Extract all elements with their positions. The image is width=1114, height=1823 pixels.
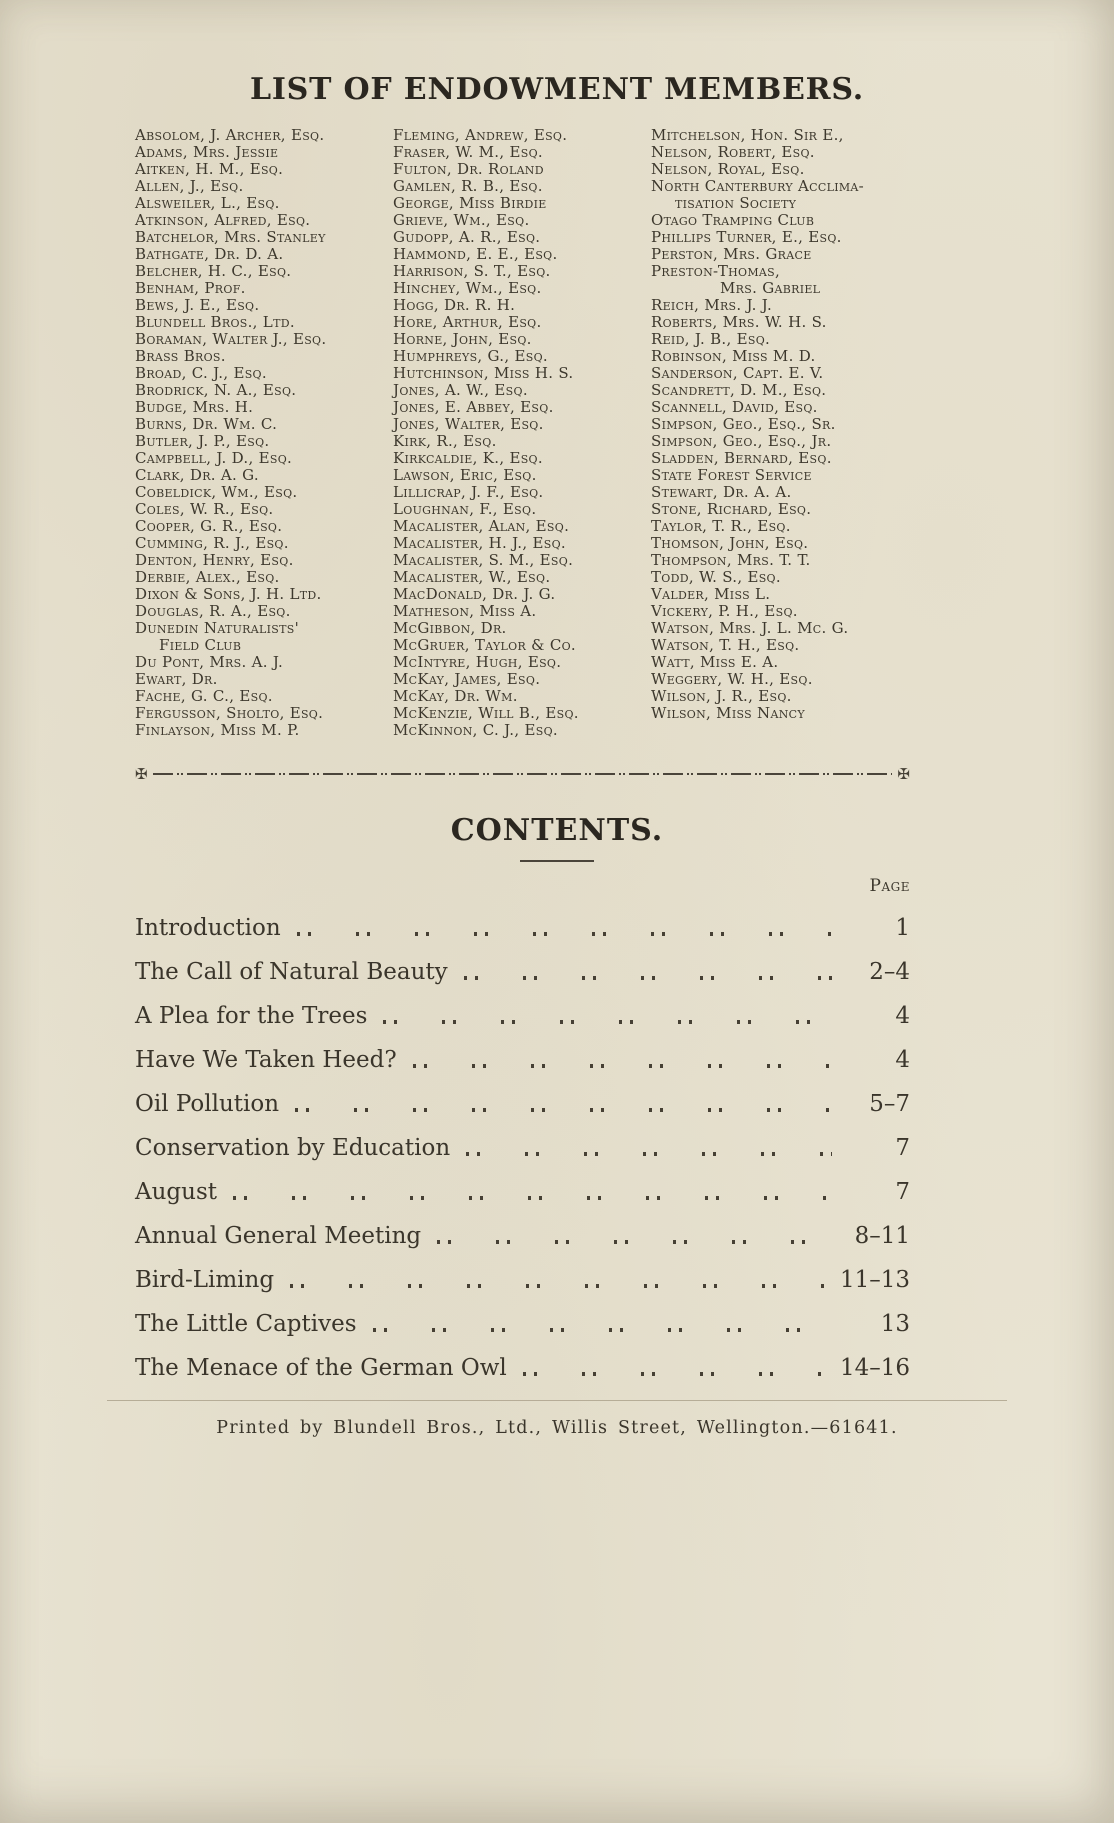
- contents-entry-title: Introduction: [135, 915, 281, 941]
- member-name: Lawson, Eric, Esq.: [393, 466, 537, 484]
- member-name: Macalister, S. M., Esq.: [393, 551, 574, 569]
- contents-entry-title: The Little Captives: [135, 1311, 357, 1337]
- contents-entry-page: 2–4: [869, 959, 910, 985]
- page-column-label: Page: [869, 876, 910, 896]
- contents-entry-page: 14–16: [839, 1355, 910, 1381]
- member-name: Broad, C. J., Esq.: [135, 364, 267, 382]
- maltese-cross-icon: ✠: [897, 765, 910, 783]
- member-name: Simpson, Geo., Esq., Jr.: [651, 432, 832, 450]
- contents-row: [135, 1004, 910, 1028]
- member-name: Fleming, Andrew, Esq.: [393, 126, 568, 144]
- member-name: Butler, J. P., Esq.: [135, 432, 270, 450]
- contents-entry-title: Oil Pollution: [135, 1091, 280, 1117]
- member-name: Absolom, J. Archer, Esq.: [135, 126, 325, 144]
- contents-heading-rule: [520, 860, 594, 862]
- member-name: McIntyre, Hugh, Esq.: [393, 653, 562, 671]
- member-name: Hutchinson, Miss H. S.: [393, 364, 574, 382]
- member-name: Phillips Turner, E., Esq.: [651, 228, 842, 246]
- member-name: Sanderson, Capt. E. V.: [651, 364, 824, 382]
- member-name: Atkinson, Alfred, Esq.: [135, 211, 311, 229]
- member-name: Bathgate, Dr. D. A.: [135, 245, 284, 263]
- dot-leader: [297, 932, 832, 936]
- member-name: Mitchelson, Hon. Sir E.,: [651, 126, 844, 144]
- contents-row: [135, 1092, 910, 1116]
- member-name: Boraman, Walter J., Esq.: [135, 330, 327, 348]
- member-name: tisation Society: [675, 194, 797, 212]
- member-name: Hogg, Dr. R. H.: [393, 296, 516, 314]
- member-name: McGibbon, Dr.: [393, 619, 507, 637]
- member-name: Denton, Henry, Esq.: [135, 551, 294, 569]
- contents-entry-page: 4: [895, 1003, 910, 1029]
- contents-heading: CONTENTS.: [450, 813, 664, 848]
- member-name: Fache, G. C., Esq.: [135, 687, 273, 705]
- member-name: Thompson, Mrs. T. T.: [651, 551, 811, 569]
- contents-entry-title: The Menace of the German Owl: [135, 1355, 507, 1381]
- member-name: Otago Tramping Club: [651, 211, 815, 229]
- member-name: Allen, J., Esq.: [135, 177, 244, 195]
- member-name: Blundell Bros., Ltd.: [135, 313, 295, 331]
- contents-row: [135, 916, 910, 940]
- contents-row: [135, 1180, 910, 1204]
- member-name: Fergusson, Sholto, Esq.: [135, 704, 324, 722]
- member-name: Stewart, Dr. A. A.: [651, 483, 792, 501]
- member-name: Matheson, Miss A.: [393, 602, 537, 620]
- contents-entry-page: 4: [895, 1047, 910, 1073]
- member-name: Dixon & Sons, J. H. Ltd.: [135, 585, 322, 603]
- member-name: McKay, James, Esq.: [393, 670, 541, 688]
- member-name: Jones, E. Abbey, Esq.: [393, 398, 554, 416]
- member-name: Macalister, Alan, Esq.: [393, 517, 570, 535]
- member-name: Sladden, Bernard, Esq.: [651, 449, 832, 467]
- member-name: Dunedin Naturalists': [135, 619, 299, 637]
- member-name: Grieve, Wm., Esq.: [393, 211, 530, 229]
- member-name: Gamlen, R. B., Esq.: [393, 177, 543, 195]
- member-name: Adams, Mrs. Jessie: [135, 143, 279, 161]
- contents-entry-title: August: [135, 1179, 218, 1205]
- member-column: [135, 127, 393, 739]
- member-column: [393, 127, 651, 739]
- member-name: Watson, Mrs. J. L. Mc. G.: [651, 619, 849, 637]
- member-name: Cobeldick, Wm., Esq.: [135, 483, 298, 501]
- footer-rule: [107, 1400, 1007, 1401]
- member-name: Cooper, G. R., Esq.: [135, 517, 283, 535]
- contents-row: [135, 1136, 910, 1160]
- member-name: Hammond, E. E., Esq.: [393, 245, 558, 263]
- member-name: Todd, W. S., Esq.: [651, 568, 781, 586]
- member-name: Loughnan, F., Esq.: [393, 500, 537, 518]
- contents-entry-title: The Call of Natural Beauty: [135, 959, 448, 985]
- contents-entry-title: Bird-Liming: [135, 1267, 275, 1293]
- contents-entry-page: 5–7: [869, 1091, 910, 1117]
- contents-row: [135, 1224, 910, 1248]
- member-name: Preston-Thomas,: [651, 262, 781, 280]
- member-name: Kirk, R., Esq.: [393, 432, 497, 450]
- member-name: Robinson, Miss M. D.: [651, 347, 816, 365]
- member-name: State Forest Service: [651, 466, 812, 484]
- member-name: Jones, Walter, Esq.: [393, 415, 544, 433]
- dot-leader: [295, 1108, 832, 1112]
- member-name: Simpson, Geo., Esq., Sr.: [651, 415, 836, 433]
- member-name: Macalister, W., Esq.: [393, 568, 551, 586]
- member-name: McGruer, Taylor & Co.: [393, 636, 576, 654]
- member-name: Perston, Mrs. Grace: [651, 245, 812, 263]
- divider-ornament: [135, 765, 910, 783]
- member-name: Fulton, Dr. Roland: [393, 160, 544, 178]
- member-name: Brass Bros.: [135, 347, 226, 365]
- member-name: Douglas, R. A., Esq.: [135, 602, 291, 620]
- member-name: Campbell, J. D., Esq.: [135, 449, 293, 467]
- contents-row: [135, 1356, 910, 1380]
- contents-entry-title: Annual General Meeting: [135, 1223, 422, 1249]
- dot-leader: [523, 1372, 828, 1376]
- member-name: Harrison, S. T., Esq.: [393, 262, 551, 280]
- contents-entry-title: Have We Taken Heed?: [135, 1047, 397, 1073]
- member-name: Cumming, R. J., Esq.: [135, 534, 289, 552]
- contents-entry-page: 7: [895, 1179, 910, 1205]
- member-name: Alsweiler, L., Esq.: [135, 194, 280, 212]
- member-name: Aitken, H. M., Esq.: [135, 160, 284, 178]
- member-name: Coles, W. R., Esq.: [135, 500, 274, 518]
- member-name: Brodrick, N. A., Esq.: [135, 381, 297, 399]
- contents-row: [135, 1268, 910, 1292]
- member-name: Reich, Mrs. J. J.: [651, 296, 773, 314]
- divider-rule: [153, 773, 893, 775]
- member-name: Reid, J. B., Esq.: [651, 330, 771, 348]
- printer-imprint: Printed by Blundell Bros., Ltd., Willis Street, Wellington.—61641.: [216, 1418, 898, 1438]
- member-name: Wilson, J. R., Esq.: [651, 687, 792, 705]
- member-name: Derbie, Alex., Esq.: [135, 568, 280, 586]
- member-name: Hore, Arthur, Esq.: [393, 313, 542, 331]
- dot-leader: [233, 1196, 832, 1200]
- member-name: Humphreys, G., Esq.: [393, 347, 548, 365]
- member-name: McKay, Dr. Wm.: [393, 687, 518, 705]
- member-name: Stone, Richard, Esq.: [651, 500, 812, 518]
- member-name: Scandrett, D. M., Esq.: [651, 381, 827, 399]
- dot-leader: [437, 1240, 832, 1244]
- member-name: Benham, Prof.: [135, 279, 246, 297]
- contents-row: [135, 1048, 910, 1072]
- dot-leader: [413, 1064, 832, 1068]
- member-name: Scannell, David, Esq.: [651, 398, 818, 416]
- member-column: [651, 127, 910, 739]
- member-name: Vickery, P. H., Esq.: [651, 602, 798, 620]
- member-name: Nelson, Robert, Esq.: [651, 143, 815, 161]
- maltese-cross-icon: ✠: [135, 765, 148, 783]
- member-name: Budge, Mrs. H.: [135, 398, 254, 416]
- member-name: Watt, Miss E. A.: [651, 653, 779, 671]
- dot-leader: [464, 976, 832, 980]
- member-name: Valder, Miss L.: [651, 585, 771, 603]
- contents-entry-title: A Plea for the Trees: [135, 1003, 368, 1029]
- member-name: Thomson, John, Esq.: [651, 534, 809, 552]
- member-name: Bews, J. E., Esq.: [135, 296, 260, 314]
- member-name: Burns, Dr. Wm. C.: [135, 415, 278, 433]
- member-name: Jones, A. W., Esq.: [393, 381, 528, 399]
- member-name: McKenzie, Will B., Esq.: [393, 704, 579, 722]
- member-name: Field Club: [159, 636, 242, 654]
- contents-row: [135, 960, 910, 984]
- contents-entry-page: 7: [895, 1135, 910, 1161]
- member-name: Belcher, H. C., Esq.: [135, 262, 292, 280]
- contents-list: [135, 916, 910, 1380]
- member-name: Nelson, Royal, Esq.: [651, 160, 805, 178]
- member-name: Kirkcaldie, K., Esq.: [393, 449, 543, 467]
- member-name: Roberts, Mrs. W. H. S.: [651, 313, 827, 331]
- member-name: McKinnon, C. J., Esq.: [393, 721, 558, 739]
- endowment-members-list: [135, 127, 910, 739]
- dot-leader: [466, 1152, 832, 1156]
- contents-entry-title: Conservation by Education: [135, 1135, 451, 1161]
- member-name: Macalister, H. J., Esq.: [393, 534, 566, 552]
- member-name: Ewart, Dr.: [135, 670, 218, 688]
- member-name: Mrs. Gabriel: [720, 279, 821, 297]
- member-name: Fraser, W. M., Esq.: [393, 143, 543, 161]
- member-name: Hinchey, Wm., Esq.: [393, 279, 542, 297]
- member-name: MacDonald, Dr. J. G.: [393, 585, 556, 603]
- dot-leader: [383, 1020, 832, 1024]
- member-name: Horne, John, Esq.: [393, 330, 532, 348]
- member-name: Du Pont, Mrs. A. J.: [135, 653, 284, 671]
- contents-entry-page: 13: [880, 1311, 910, 1337]
- dot-leader: [290, 1284, 828, 1288]
- member-name: George, Miss Birdie: [393, 194, 547, 212]
- member-name: Batchelor, Mrs. Stanley: [135, 228, 326, 246]
- member-name: North Canterbury Acclima-: [651, 177, 865, 195]
- member-name: Watson, T. H., Esq.: [651, 636, 800, 654]
- contents-row: [135, 1312, 910, 1336]
- contents-entry-page: 8–11: [854, 1223, 910, 1249]
- page-title: LIST OF ENDOWMENT MEMBERS.: [249, 72, 865, 107]
- member-name: Finlayson, Miss M. P.: [135, 721, 300, 739]
- member-name: Wilson, Miss Nancy: [651, 704, 805, 722]
- contents-entry-page: 1: [895, 915, 910, 941]
- dot-leader: [373, 1328, 832, 1332]
- member-name: Gudopp, A. R., Esq.: [393, 228, 541, 246]
- member-name: Taylor, T. R., Esq.: [651, 517, 791, 535]
- member-name: Weggery, W. H., Esq.: [651, 670, 813, 688]
- contents-entry-page: 11–13: [839, 1267, 910, 1293]
- member-name: Lillicrap, J. F., Esq.: [393, 483, 544, 501]
- member-name: Clark, Dr. A. G.: [135, 466, 259, 484]
